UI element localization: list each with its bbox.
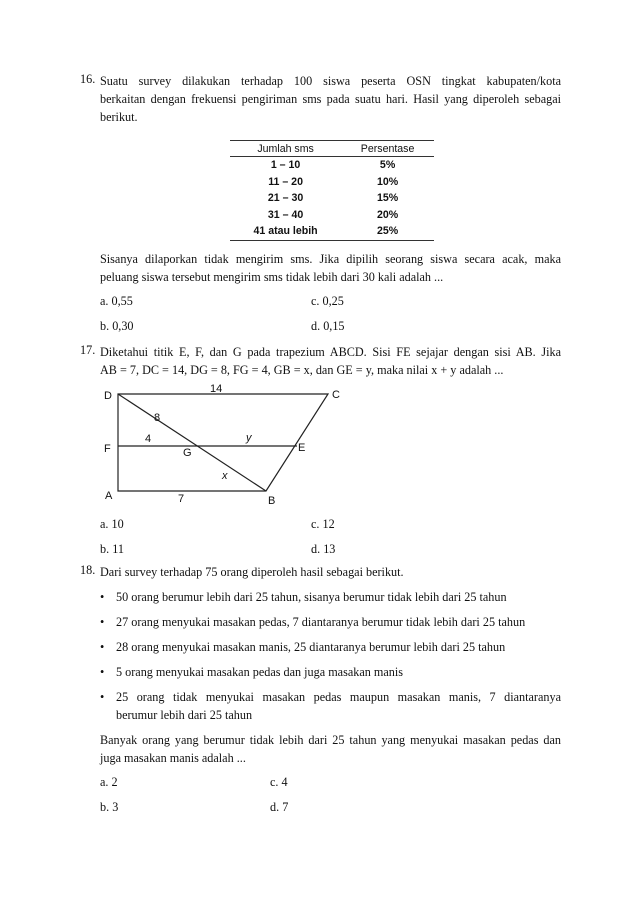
label-e: E: [298, 442, 306, 454]
table-cell: 1 – 10: [270, 159, 301, 171]
list-item: [100, 588, 561, 606]
answer-option-b[interactable]: b. 3: [100, 800, 119, 814]
list-item-text: berumur lebih dari 25 tahun: [116, 708, 253, 722]
question-text: Dari survey terhadap 75 orang diperoleh hasil sebagai berikut.: [100, 565, 404, 579]
length-dg: 8: [154, 412, 161, 424]
bullet-icon: •: [100, 690, 105, 704]
answer-option-a[interactable]: a. 0,55: [100, 294, 133, 308]
bullet-icon: •: [100, 590, 105, 604]
answer-option-d[interactable]: d. 7: [270, 800, 289, 814]
length-ab: 7: [178, 493, 185, 505]
list-item-text: 27 orang menyukai masakan pedas, 7 diantaranya berumur tidak lebih dari 25 tahun: [116, 615, 526, 629]
label-b: B: [268, 495, 276, 507]
table-row: [230, 223, 434, 240]
table-row: [230, 174, 434, 191]
answer-option-c[interactable]: c. 4: [270, 775, 288, 789]
question-number: 16.: [80, 72, 96, 86]
label-f: F: [104, 443, 111, 455]
answer-option-d[interactable]: d. 13: [311, 542, 336, 556]
label-a: A: [105, 490, 113, 502]
length-fg: 4: [145, 433, 152, 445]
question-text: Diketahui titik E, F, dan G pada trapezium ABCD. Sisi FE sejajar dengan sisi AB. Jika: [100, 345, 561, 359]
bullet-icon: •: [100, 640, 105, 654]
answer-option-c[interactable]: c. 0,25: [311, 294, 344, 308]
answer-option-a[interactable]: a. 10: [100, 517, 124, 531]
question-text: Suatu survey dilakukan terhadap 100 siswa peserta OSN tingkat kabupaten/kota: [100, 74, 561, 88]
table-row: [230, 207, 434, 224]
bullet-icon: •: [100, 615, 105, 629]
trapezium-figure: [95, 378, 365, 513]
question-number: 17.: [80, 343, 96, 357]
table-cell: 11 – 20: [268, 175, 303, 188]
table-cell: 5%: [379, 159, 396, 171]
table-cell: 25%: [341, 223, 434, 240]
table-cell: 15%: [376, 192, 399, 205]
length-dc: 14: [210, 383, 223, 395]
question-text: Sisanya dilaporkan tidak mengirim sms. Jika dipilih seorang siswa secara acak, maka: [100, 252, 561, 266]
table-cell: 20%: [376, 208, 399, 221]
list-item: [100, 613, 561, 631]
table-row: [230, 190, 434, 207]
list-item-text: 50 orang berumur lebih dari 25 tahun, sisanya berumur tidak lebih dari 25 tahun: [116, 590, 507, 604]
question-text: peluang siswa tersebut mengirim sms tidak lebih dari 30 kali adalah ...: [100, 270, 444, 284]
list-item-text: 5 orang menyukai masakan pedas dan juga masakan manis: [116, 665, 403, 679]
table-cell: 21 – 30: [267, 192, 304, 205]
question-text: Banyak orang yang berumur tidak lebih dari 25 tahun yang menyukai masakan pedas dan: [100, 733, 561, 747]
question-text: juga masakan manis adalah ...: [100, 751, 246, 765]
answer-option-b[interactable]: b. 11: [100, 542, 124, 556]
question-text: berkaitan dengan frekuensi pengiriman sms pada suatu hari. Hasil yang diperoleh sebagai: [100, 92, 561, 106]
table-header-row: [230, 141, 434, 157]
sms-frequency-table: [230, 140, 434, 241]
label-c: C: [332, 389, 340, 401]
list-item-text: 25 orang tidak menyukai masakan pedas maupun masakan manis, 7 diantaranya: [116, 690, 561, 704]
length-gb: x: [222, 470, 228, 482]
question-text: AB = 7, DC = 14, DG = 8, FG = 4, GB = x, dan GE = y, maka nilai x + y adalah ...: [100, 363, 504, 377]
question-text: berikut.: [100, 110, 138, 124]
length-ge: y: [246, 432, 252, 444]
table-cell: 10%: [376, 175, 399, 188]
answer-option-d[interactable]: d. 0,15: [311, 319, 345, 333]
column-header: Jumlah sms: [230, 141, 341, 157]
label-d: D: [104, 390, 112, 402]
label-g: G: [183, 447, 192, 459]
table-cell: 41 atau lebih: [230, 223, 341, 240]
table-row: [230, 157, 434, 174]
list-item: [100, 663, 561, 681]
question-number: 18.: [80, 563, 96, 577]
column-header: Persentase: [341, 141, 434, 157]
answer-option-a[interactable]: a. 2: [100, 775, 118, 789]
answer-option-b[interactable]: b. 0,30: [100, 319, 134, 333]
table-cell: 31 – 40: [267, 208, 304, 221]
list-item: [100, 638, 561, 656]
bullet-icon: •: [100, 665, 105, 679]
diagonal-db: [118, 394, 266, 491]
answer-option-c[interactable]: c. 12: [311, 517, 335, 531]
list-item-text: 28 orang menyukai masakan manis, 25 diantaranya berumur lebih dari 25 tahun: [116, 640, 506, 654]
